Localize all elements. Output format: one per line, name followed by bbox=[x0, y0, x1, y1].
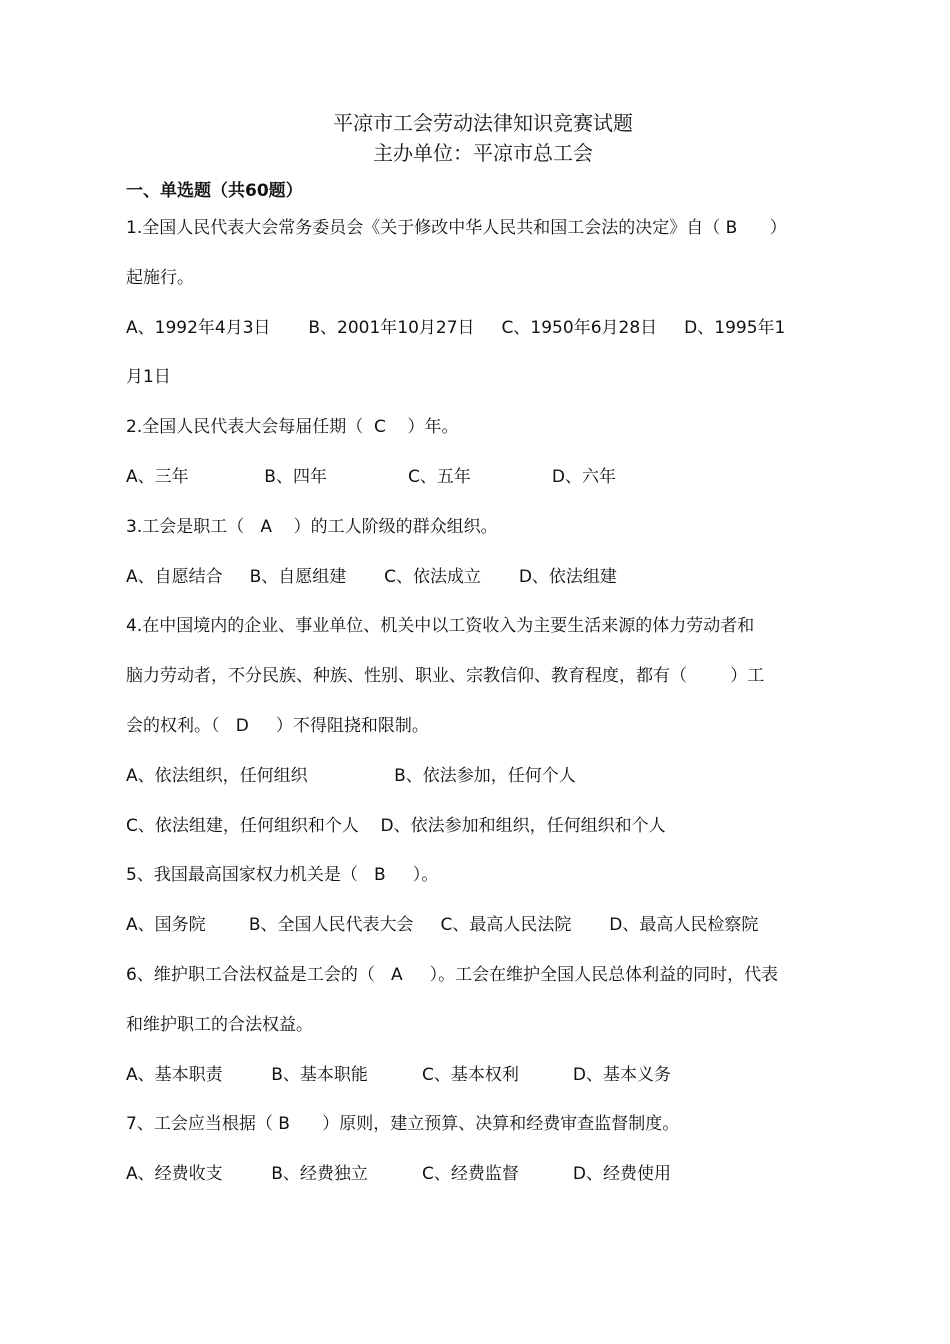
question-2: 2.全国人民代表大会每届任期（ C ）年。 bbox=[126, 417, 459, 438]
question-4-options-line-1: A、依法组织，任何组织 B、依法参加，任何个人 bbox=[126, 765, 576, 786]
question-3-options: A、自愿结合 B、自愿组建 C、依法成立 D、依法组建 bbox=[126, 566, 617, 587]
question-3: 3.工会是职工（ A ）的工人阶级的群众组织。 bbox=[126, 516, 498, 537]
question-1-line-1: 1.全国人民代表大会常务委员会《关于修改中华人民共和国工会法的决定》自（ B ） bbox=[126, 218, 787, 238]
question-4-line-1: 4.在中国境内的企业、事业单位、机关中以工资收入为主要生活来源的体力劳动者和 bbox=[126, 616, 755, 637]
question-5: 5、我国最高国家权力机关是（ B ）。 bbox=[126, 865, 439, 886]
question-1-line-2: 起施行。 bbox=[126, 267, 194, 288]
document-title: 平凉市工会劳动法律知识竞赛试题 bbox=[333, 111, 633, 135]
question-1-options-line-2: 月1日 bbox=[126, 367, 171, 388]
question-4-line-2: 脑力劳动者，不分民族、种族、性别、职业、宗教信仰、教育程度，都有（ ）工 bbox=[126, 666, 765, 687]
question-1-options-line-1: A、1992年4月3日 B、2001年10月27日 C、1950年6月28日 D、1995年1 bbox=[126, 317, 786, 338]
section-heading-single-choice: 一、单选题（共60题） bbox=[126, 181, 303, 201]
question-2-options: A、三年 B、四年 C、五年 D、六年 bbox=[126, 466, 617, 487]
question-7-options: A、经费收支 B、经费独立 C、经费监督 D、经费使用 bbox=[126, 1164, 671, 1185]
question-7: 7、工会应当根据（ B ）原则，建立预算、决算和经费审查监督制度。 bbox=[126, 1114, 680, 1135]
organizer-line: 主办单位：平凉市总工会 bbox=[373, 141, 593, 165]
question-4-line-3: 会的权利。（ D ）不得阻挠和限制。 bbox=[126, 715, 429, 736]
question-6-line-2: 和维护职工的合法权益。 bbox=[126, 1014, 313, 1035]
question-6-options: A、基本职责 B、基本职能 C、基本权利 D、基本义务 bbox=[126, 1064, 671, 1085]
question-4-options-line-2: C、依法组建，任何组织和个人 D、依法参加和组织，任何组织和个人 bbox=[126, 815, 666, 836]
question-6-line-1: 6、维护职工合法权益是工会的（ A ）。工会在维护全国人民总体利益的同时，代表 bbox=[126, 964, 779, 985]
question-5-options: A、国务院 B、全国人民代表大会 C、最高人民法院 D、最高人民检察院 bbox=[126, 915, 759, 936]
